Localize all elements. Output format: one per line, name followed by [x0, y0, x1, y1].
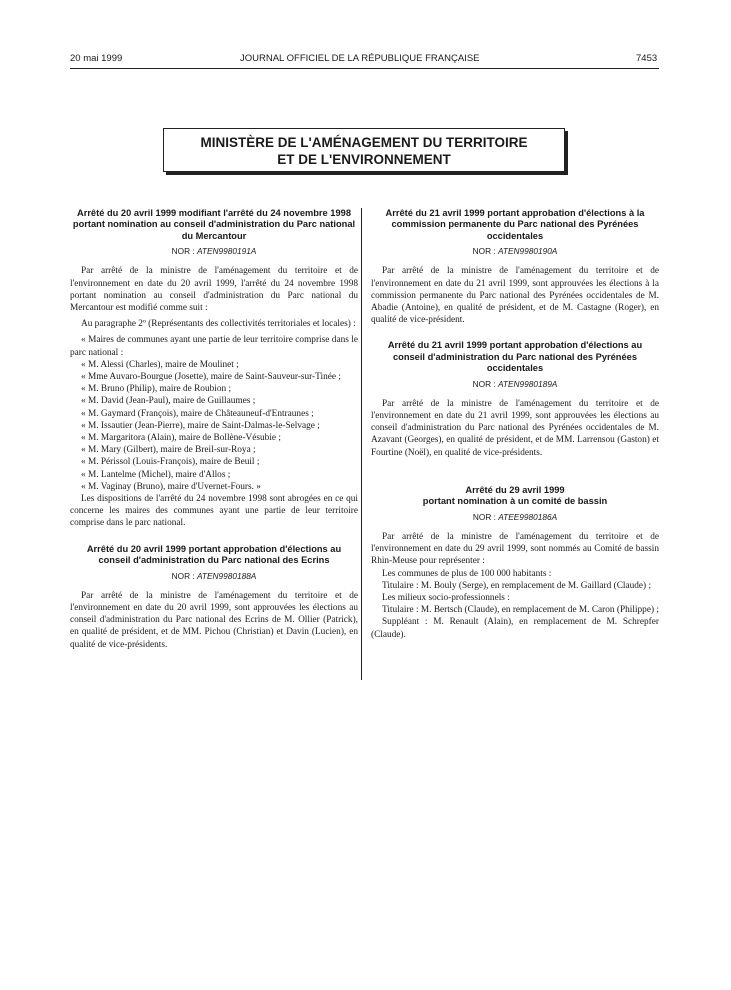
list-item: « M. David (Jean-Paul), maire de Guillaumes ; — [81, 396, 256, 407]
list-item: « M. Périssol (Louis-François), maire de Beuil ; — [81, 457, 260, 468]
decree-title: Arrêté du 20 avril 1999 modifiant l'arrêté du 24 novembre 1998 portant nomination au conseil d'administration du Parc national du Mercantour — [72, 208, 356, 241]
nor-reference — [371, 511, 659, 523]
nor-code: ATEN9980190A — [498, 246, 558, 257]
nor-reference — [70, 570, 358, 582]
list-item: « M. Issautier (Jean-Pierre), maire de Saint-Dalmas-le-Selvage ; — [81, 420, 320, 431]
nor-reference — [371, 245, 659, 257]
list-item: « M. Alessi (Charles), maire de Moulinet ; — [81, 359, 239, 370]
header-rule — [70, 68, 659, 69]
nor-reference — [70, 245, 358, 257]
header-page-number: 7453 — [636, 53, 658, 64]
nor-prefix: NOR : — [472, 378, 498, 389]
decree-title: Arrêté du 20 avril 1999 portant approbation d'élections au conseil d'administration du Parc national des Ecrins — [86, 543, 342, 566]
decree-title-line2: portant nomination à un comité de bassin — [422, 496, 608, 507]
paragraph: Par arrêté de la ministre de l'aménagement du territoire et de l'environnement en date du 20 avril 1999, l'arrêté du 24 novembre 1998 portant nomination au conseil d'administration du Parc national du Mercantour est modifié comme suit : — [70, 266, 358, 314]
ministry-heading-line2: ET DE L'ENVIRONNEMENT — [277, 152, 451, 167]
paragraph: Par arrêté de la ministre de l'aménagement du territoire et de l'environnement en date du 20 avril 1999, sont approuvées les élections au conseil d'administration du Parc national des Ecrins de M. Ollier (Patrick), en qualité de président, et de MM. Pichou (Christian) et Davin (Lucien), en qualité de vice-présidents. — [70, 590, 358, 650]
list-item: « M. Mary (Gilbert), maire de Breil-sur-Roya ; — [81, 445, 256, 456]
decree-mercantour — [70, 208, 358, 530]
left-column — [70, 208, 358, 651]
nor-prefix: NOR : — [171, 570, 197, 581]
paragraph: Au paragraphe 2º (Représentants des collectivités territoriales et locales) : — [81, 319, 356, 330]
ministry-heading-box — [163, 128, 565, 172]
column-separator — [361, 208, 362, 680]
right-column — [371, 208, 659, 641]
nor-code: ATEN9980189A — [498, 378, 558, 389]
paragraph: Titulaire : M. Bouly (Serge), en remplacement de M. Gaillard (Claude) ; — [382, 580, 652, 591]
list-item: « M. Vaginay (Bruno), maire d'Uvernet-Fours. » — [81, 481, 261, 492]
decree-title: Arrêté du 21 avril 1999 portant approbation d'élections à la commission permanente du Parc national des Pyrénées occidentales — [385, 208, 645, 241]
header-date: 20 mai 1999 — [70, 53, 123, 64]
nor-prefix: NOR : — [472, 246, 498, 257]
paragraph: Suppléant : M. Renault (Alain), en remplacement de M. Schrepfer (Claude). — [371, 617, 659, 640]
paragraph: Par arrêté de la ministre de l'aménagement du territoire et de l'environnement en date du 21 avril 1999, sont approuvées les élections à la commission permanente du Parc national des Pyrénées occidentales de M. Abadie (Antoine), en qualité de président, et de M. Castagne (Roger), en qualité de vice-président. — [371, 266, 659, 326]
nor-code: ATEE9980186A — [498, 511, 558, 522]
paragraph: Par arrêté de la ministre de l'aménagement du territoire et de l'environnement en date du 21 avril 1999, sont approuvées les élections au conseil d'administration du Parc national des Pyrénées occidentales de M. Azavant (Georges), en qualité de président, et de MM. Larrensou (Gaston) et Fourtine (Noël), en qualité de vice-présidents. — [371, 398, 659, 458]
decree-ecrins — [70, 544, 358, 651]
header-journal-title: JOURNAL OFFICIEL DE LA RÉPUBLIQUE FRANÇAISE — [240, 53, 480, 64]
list-item: « M. Lantelme (Michel), maire d'Allos ; — [81, 469, 231, 480]
paragraph: « Maires de communes ayant une partie de leur territoire comprise dans le parc national : — [70, 335, 358, 358]
paragraph: Titulaire : M. Bertsch (Claude), en remplacement de M. Caron (Philippe) ; — [382, 605, 659, 616]
decree-pyrenees-conseil — [371, 340, 659, 458]
decree-title-line1: Arrêté du 29 avril 1999 — [465, 484, 565, 495]
decree-pyrenees-commission — [371, 208, 659, 326]
nor-code: ATEN9980188A — [197, 570, 257, 581]
nor-code: ATEN9980191A — [197, 246, 257, 257]
nor-prefix: NOR : — [472, 511, 499, 522]
list-item: « M. Gaymard (François), maire de Châteauneuf-d'Entraunes ; — [81, 408, 314, 419]
paragraph: Les communes de plus de 100 000 habitants : — [382, 568, 552, 579]
nor-reference — [371, 378, 659, 390]
decree-comite-bassin — [371, 485, 659, 641]
list-item: « M. Margaritora (Alain), maire de Bollène-Vésubie ; — [81, 433, 281, 444]
paragraph: Les dispositions de l'arrêté du 24 novembre 1998 sont abrogées en ce qui concerne les maires des communes ayant une partie de leur territoire comprise dans le parc national. — [70, 494, 358, 529]
paragraph: Par arrêté de la ministre de l'aménagement du territoire et de l'environnement en date du 29 avril 1999, sont nommés au Comité de bassin Rhin-Meuse pour représenter : — [371, 531, 659, 567]
nor-prefix: NOR : — [171, 246, 197, 257]
paragraph: Les milieux socio-professionnels : — [382, 592, 510, 603]
list-item: « Mme Auvaro-Bourgue (Josette), maire de Saint-Sauveur-sur-Tinée ; — [81, 372, 341, 383]
decree-title: Arrêté du 21 avril 1999 portant approbation d'élections au conseil d'administration du Parc national des Pyrénées occidentales — [387, 340, 643, 374]
list-item: « M. Bruno (Philip), maire de Roubion ; — [81, 384, 232, 395]
ministry-heading-line1: MINISTÈRE DE L'AMÉNAGEMENT DU TERRITOIRE — [200, 135, 528, 150]
